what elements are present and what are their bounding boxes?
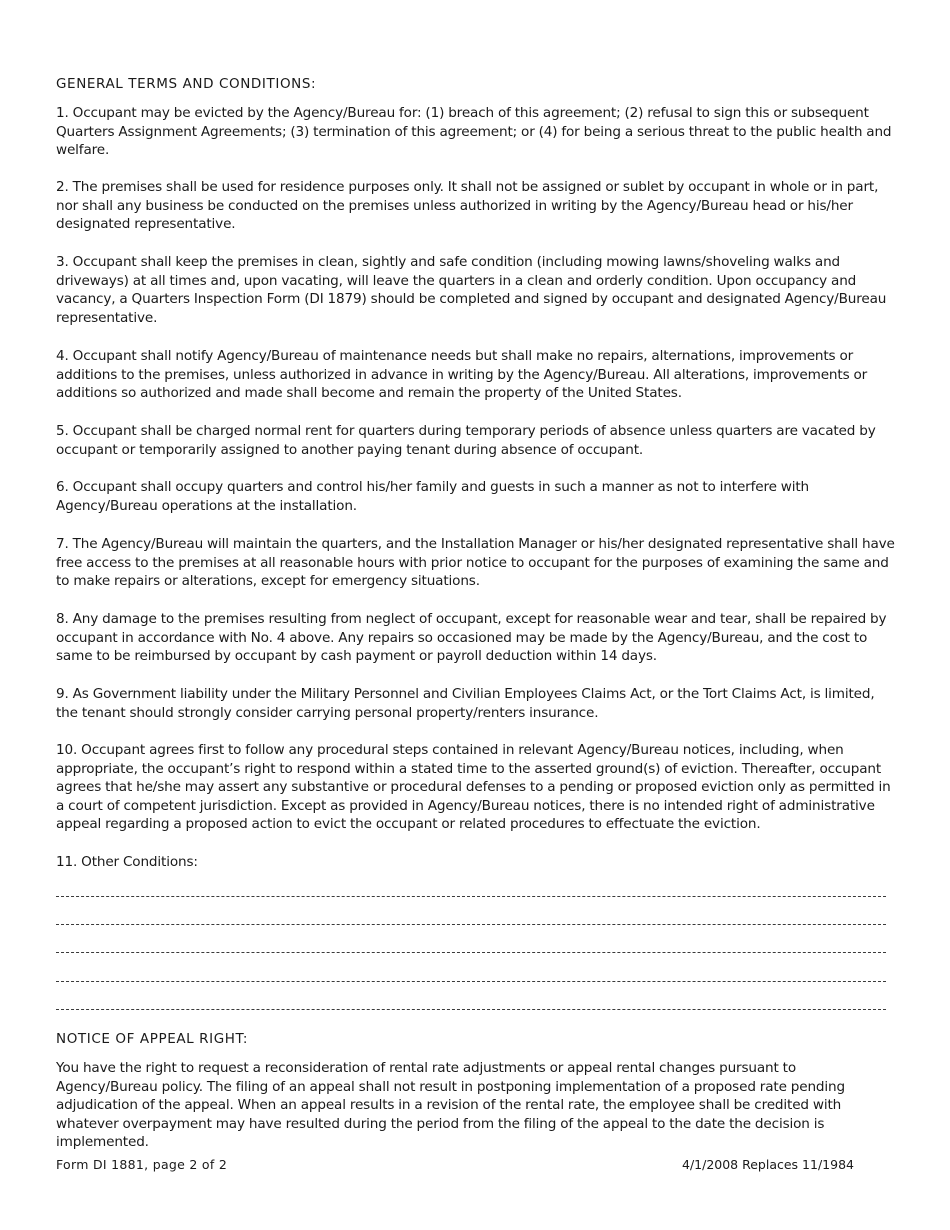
- term-item-1: 1. Occupant may be evicted by the Agency/Bureau for: (1) breach of this agreement; (2) refusal to sign this or subsequent Quarters Assignment Agreements; (3) termination of this agreement; or (4) for being a serious threat to the public health and welfare.: [56, 105, 892, 159]
- term-item-9: 9. As Government liability under the Military Personnel and Civilian Employees Claims Act, or the Tort Claims Act, is limited, the tenant should strongly consider carrying personal property/renters insurance.: [56, 686, 875, 721]
- other-conditions-line-2[interactable]: [56, 924, 886, 925]
- term-item-8: 8. Any damage to the premises resulting from neglect of occupant, except for reasonable wear and tear, shall be repaired by occupant in accordance with No. 4 above. Any repairs so occasioned may be made by the Agency/Bureau, and the cost to same to be reimbursed by occupant by cash payment or payroll deduction within 14 days.: [56, 611, 887, 665]
- term-item-10: 10. Occupant agrees first to follow any procedural steps contained in relevant Agency/Bureau notices, including, when appropriate, the occupant’s right to respond within a stated time to the asserted ground(s) of eviction. Thereafter, occupant agrees that he/she may assert any substantive or procedural defenses to a pending or proposed eviction only as permitted in a court of competent jurisdiction. Except as provided in Agency/Bureau notices, there is no intended right of administrative appeal regarding a proposed action to evict the occupant or related procedures to effectuate the eviction.: [56, 742, 891, 833]
- term-item-6: 6. Occupant shall occupy quarters and control his/her family and guests in such a manner as not to interfere with Agency/Bureau operations at the installation.: [56, 479, 810, 514]
- general-terms-heading: GENERAL TERMS AND CONDITIONS:: [56, 76, 317, 92]
- term-item-5: 5. Occupant shall be charged normal rent for quarters during temporary periods of absence unless quarters are vacated by occupant or temporarily assigned to another paying tenant during absence of occupant.: [56, 423, 876, 458]
- term-item-4: 4. Occupant shall notify Agency/Bureau of maintenance needs but shall make no repairs, alternations, improvements or additions to the premises, unless authorized in advance in writing by the Agency/Bureau. All alterations, improvements or additions so authorized and made shall become and remain the property of the United States.: [56, 348, 868, 402]
- term-item-2: 2. The premises shall be used for residence purposes only. It shall not be assigned or sublet by occupant in whole or in part, nor shall any business be conducted on the premises unless authorized in writing by the Agency/Bureau head or his/her designated representative.: [56, 179, 879, 233]
- appeal-heading: NOTICE OF APPEAL RIGHT:: [56, 1031, 249, 1047]
- other-conditions-line-5[interactable]: [56, 1009, 886, 1010]
- appeal-text: You have the right to request a reconsideration of rental rate adjustments or appeal rental changes pursuant to Agency/Bureau policy. The filing of an appeal shall not result in postponing implementation of a proposed rate pending adjudication of the appeal. When an appeal results in a revision of the rental rate, the employee shall be credited with whatever overpayment may have resulted during the period from the filing of the appeal to the date the decision is implemented.: [56, 1060, 845, 1151]
- term-item-11-label: 11. Other Conditions:: [56, 854, 198, 870]
- term-item-7: 7. The Agency/Bureau will maintain the quarters, and the Installation Manager or his/her designated representative shall have free access to the premises at all reasonable hours with prior notice to occupant for the purposes of examining the same and to make repairs or alterations, except for emergency situations.: [56, 536, 895, 590]
- form-identifier: Form DI 1881, page 2 of 2: [56, 1157, 228, 1172]
- other-conditions-line-3[interactable]: [56, 952, 886, 953]
- term-item-3: 3. Occupant shall keep the premises in clean, sightly and safe condition (including mowing lawns/shoveling walks and driveways) at all times and, upon vacating, will leave the quarters in a clean and orderly condition. Upon occupancy and vacancy, a Quarters Inspection Form (DI 1879) should be completed and signed by occupant and designated Agency/Bureau representative.: [56, 254, 887, 326]
- other-conditions-line-4[interactable]: [56, 981, 886, 982]
- form-revision-date: 4/1/2008 Replaces 11/1984: [682, 1157, 854, 1172]
- other-conditions-line-1[interactable]: [56, 896, 886, 897]
